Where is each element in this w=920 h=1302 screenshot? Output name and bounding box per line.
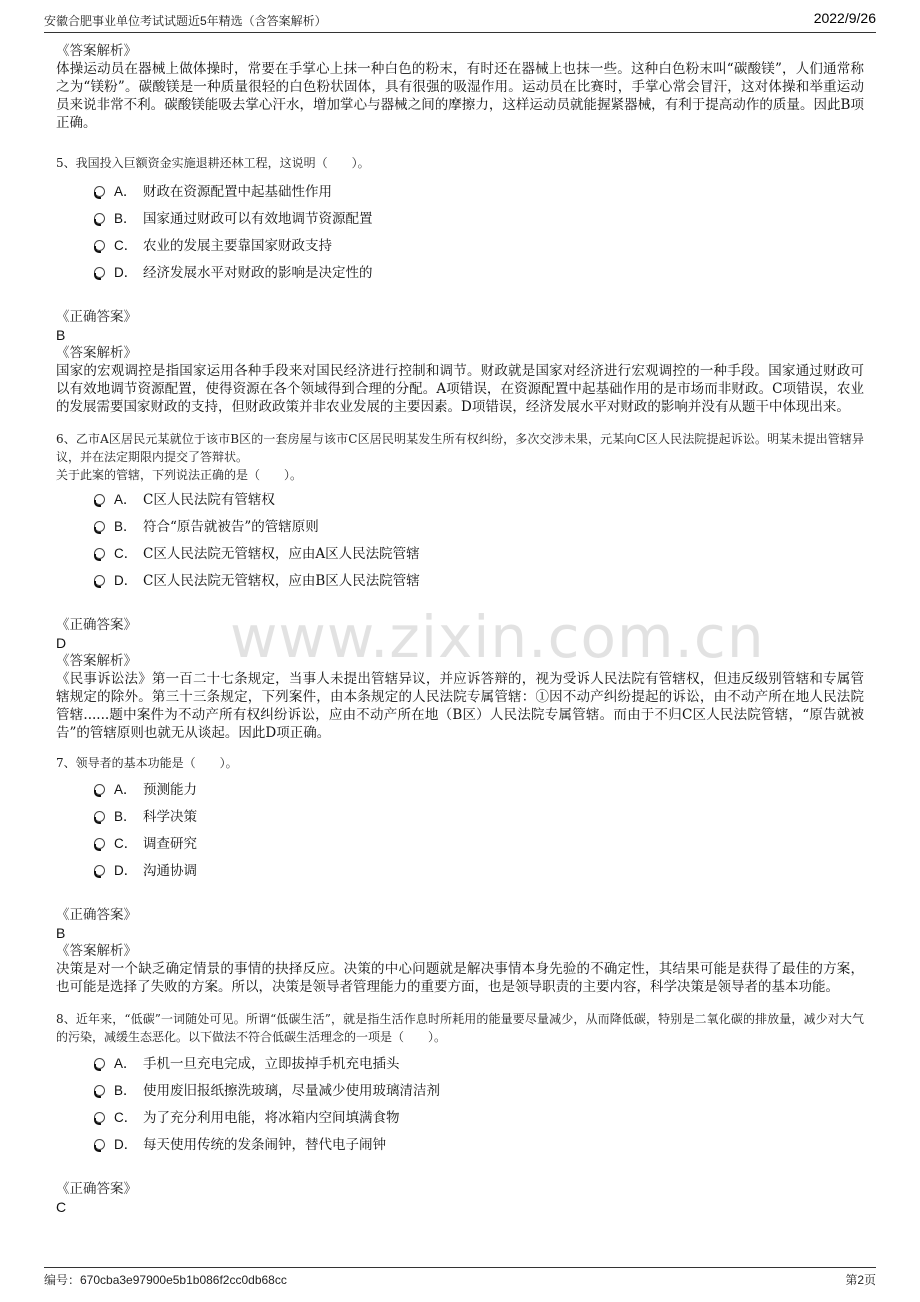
radio-icon[interactable]: [94, 838, 105, 849]
watermark: www.zixin.com.cn: [230, 603, 765, 671]
option-letter: B．: [114, 519, 137, 534]
correct-answer: D: [56, 635, 67, 651]
option-a[interactable]: [56, 1050, 864, 1077]
question-block: [56, 430, 864, 742]
option-d[interactable]: [56, 1131, 864, 1158]
radio-icon[interactable]: [94, 784, 105, 795]
answer-label: 《正确答案》: [56, 617, 137, 633]
explanation-label: 《答案解析》: [56, 653, 137, 669]
radio-icon[interactable]: [94, 1112, 105, 1123]
answer-label: 《正确答案》: [56, 907, 137, 923]
option-letter: C．: [114, 546, 138, 561]
question-block: [56, 754, 864, 996]
option-text: 为了充分利用电能，将冰箱内空间填满食物: [143, 1110, 400, 1126]
document-date: 2022/9/26: [813, 10, 876, 26]
option-a[interactable]: [56, 776, 864, 803]
option-a[interactable]: [56, 486, 864, 513]
page-number: 第2页: [845, 1273, 876, 1287]
radio-icon[interactable]: [94, 548, 105, 559]
answer-label: 《正确答案》: [56, 309, 137, 325]
option-text: 经济发展水平对财政的影响是决定性的: [143, 265, 373, 281]
explanation-text: 决策是对一个缺乏确定情景的事情的抉择反应。决策的中心问题就是解决事情本身先验的不确定性，其结果可能是获得了最佳的方案，也可能是选择了失败的方案。所以，决策是领导者管理能力的重要方面，也是领导职责的主要内容，科学决策是领导者的基本功能。: [56, 961, 864, 995]
option-text: 预测能力: [143, 782, 197, 798]
question-block: [56, 154, 864, 416]
page-footer: [44, 1267, 876, 1290]
option-text: 调查研究: [143, 836, 197, 852]
question-stem: 6、乙市A区居民元某就位于该市B区的一套房屋与该市C区居民明某发生所有权纠纷，多次交涉未果，元某向C区人民法院提起诉讼。明某未提出管辖异议，并在法定期限内提交了答辩状。: [56, 432, 864, 464]
option-c[interactable]: [56, 232, 864, 259]
explanation-label: 《答案解析》: [56, 345, 137, 361]
option-text: 农业的发展主要靠国家财政支持: [143, 238, 332, 254]
answer-label: 《正确答案》: [56, 1181, 137, 1197]
radio-icon[interactable]: [94, 240, 105, 251]
option-text: 沟通协调: [143, 863, 197, 879]
option-text: C区人民法院有管辖权: [143, 492, 275, 508]
option-letter: B．: [114, 1083, 137, 1098]
option-b[interactable]: [56, 803, 864, 830]
radio-icon[interactable]: [94, 267, 105, 278]
question-block: [56, 1010, 864, 1216]
option-text: 符合“原告就被告”的管辖原则: [143, 519, 319, 535]
document-title: 安徽合肥事业单位考试试题近5年精选（含答案解析）: [44, 14, 327, 28]
radio-icon[interactable]: [94, 494, 105, 505]
option-letter: A．: [114, 184, 137, 199]
question-stem-continued: 关于此案的管辖，下列说法正确的是（ ）。: [56, 468, 303, 482]
option-b[interactable]: [56, 205, 864, 232]
radio-icon[interactable]: [94, 575, 105, 586]
option-letter: C．: [114, 836, 138, 851]
option-d[interactable]: [56, 259, 864, 286]
explanation-label: 《答案解析》: [56, 43, 137, 59]
correct-answer: C: [56, 1199, 67, 1215]
explanation-text: 《民事诉讼法》第一百二十七条规定，当事人未提出管辖异议，并应诉答辩的，视为受诉人民法院有管辖权，但违反级别管辖和专属管辖规定的除外。第三十三条规定，下列案件，由本条规定的人民法院专属管辖：①因不动产纠纷提起的诉讼，由不动产所在地人民法院管辖......题中案件为不动产所有权纠纷诉讼，应由不动产所在地（B区）人民法院专属管辖。而由于不归C区人民法院管辖，“原告就被告”的管辖原则也就无从谈起。因此D项正确。: [56, 671, 864, 741]
option-a[interactable]: [56, 178, 864, 205]
question-stem: 8、近年来，“低碳”一词随处可见。所谓“低碳生活”，就是指生活作息时所耗用的能量要尽量减少，从而降低碳，特别是二氧化碳的排放量，减少对大气的污染，减缓生态恶化。以下做法不符合低碳生活理念的一项是（ ）。: [56, 1012, 864, 1044]
option-letter: A．: [114, 782, 137, 797]
document-code: 编号：670cba3e97900e5b1b086f2cc0db68cc: [44, 1273, 287, 1287]
radio-icon[interactable]: [94, 1058, 105, 1069]
radio-icon[interactable]: [94, 1085, 105, 1096]
page-content: [56, 42, 864, 1216]
radio-icon[interactable]: [94, 186, 105, 197]
option-text: 国家通过财政可以有效地调节资源配置: [143, 211, 373, 227]
option-text: 每天使用传统的发条闹钟，替代电子闹钟: [143, 1137, 386, 1153]
option-text: 科学决策: [143, 809, 197, 825]
option-c[interactable]: [56, 540, 864, 567]
option-letter: D．: [114, 265, 138, 280]
correct-answer: B: [56, 925, 66, 941]
explanation-text: 体操运动员在器械上做体操时，常要在手掌心上抹一种白色的粉末，有时还在器械上也抹一些。这种白色粉末叫“碳酸镁”，人们通常称之为“镁粉”。碳酸镁是一种质量很轻的白色粉状固体，具有很强的吸湿作用。运动员在比赛时，手掌心常会冒汗，这对体操和举重运动员来说非常不利。碳酸镁能吸去掌心汗水，增加掌心与器械之间的摩擦力，这样运动员就能握紧器械，有利于提高动作的质量。因此B项正确。: [56, 61, 864, 131]
page-header: [44, 12, 876, 33]
option-letter: B．: [114, 211, 137, 226]
option-text: 手机一旦充电完成，立即拔掉手机充电插头: [143, 1056, 400, 1072]
option-c[interactable]: [56, 1104, 864, 1131]
option-text: C区人民法院无管辖权，应由B区人民法院管辖: [143, 573, 420, 589]
question-stem: 5、我国投入巨额资金实施退耕还林工程，这说明（ ）。: [56, 156, 370, 170]
option-b[interactable]: [56, 1077, 864, 1104]
radio-icon[interactable]: [94, 213, 105, 224]
option-text: 财政在资源配置中起基础性作用: [143, 184, 332, 200]
option-b[interactable]: [56, 513, 864, 540]
option-text: 使用废旧报纸擦洗玻璃，尽量减少使用玻璃清洁剂: [143, 1083, 440, 1099]
option-letter: D．: [114, 573, 138, 588]
option-d[interactable]: [56, 857, 864, 884]
option-letter: D．: [114, 863, 138, 878]
radio-icon[interactable]: [94, 521, 105, 532]
radio-icon[interactable]: [94, 1139, 105, 1150]
option-letter: D．: [114, 1137, 138, 1152]
question-stem: 7、领导者的基本功能是（ ）。: [56, 756, 238, 770]
option-c[interactable]: [56, 830, 864, 857]
option-letter: A．: [114, 1056, 137, 1071]
option-text: C区人民法院无管辖权，应由A区人民法院管辖: [143, 546, 420, 562]
radio-icon[interactable]: [94, 865, 105, 876]
explanation-text: 国家的宏观调控是指国家运用各种手段来对国民经济进行控制和调节。财政就是国家对经济进行宏观调控的一种手段。国家通过财政可以有效地调节资源配置，使得资源在各个领域得到合理的分配。A项错误，在资源配置中起基础作用的是市场而非财政。C项错误，农业的发展需要国家财政的支持，但财政政策并非农业发展的主要因素。D项错误，经济发展水平对财政的影响并没有从题干中体现出来。: [56, 363, 864, 415]
option-letter: C．: [114, 238, 138, 253]
option-letter: B．: [114, 809, 137, 824]
option-d[interactable]: [56, 567, 864, 594]
option-letter: C．: [114, 1110, 138, 1125]
correct-answer: B: [56, 327, 66, 343]
option-letter: A．: [114, 492, 137, 507]
explanation-label: 《答案解析》: [56, 943, 137, 959]
radio-icon[interactable]: [94, 811, 105, 822]
